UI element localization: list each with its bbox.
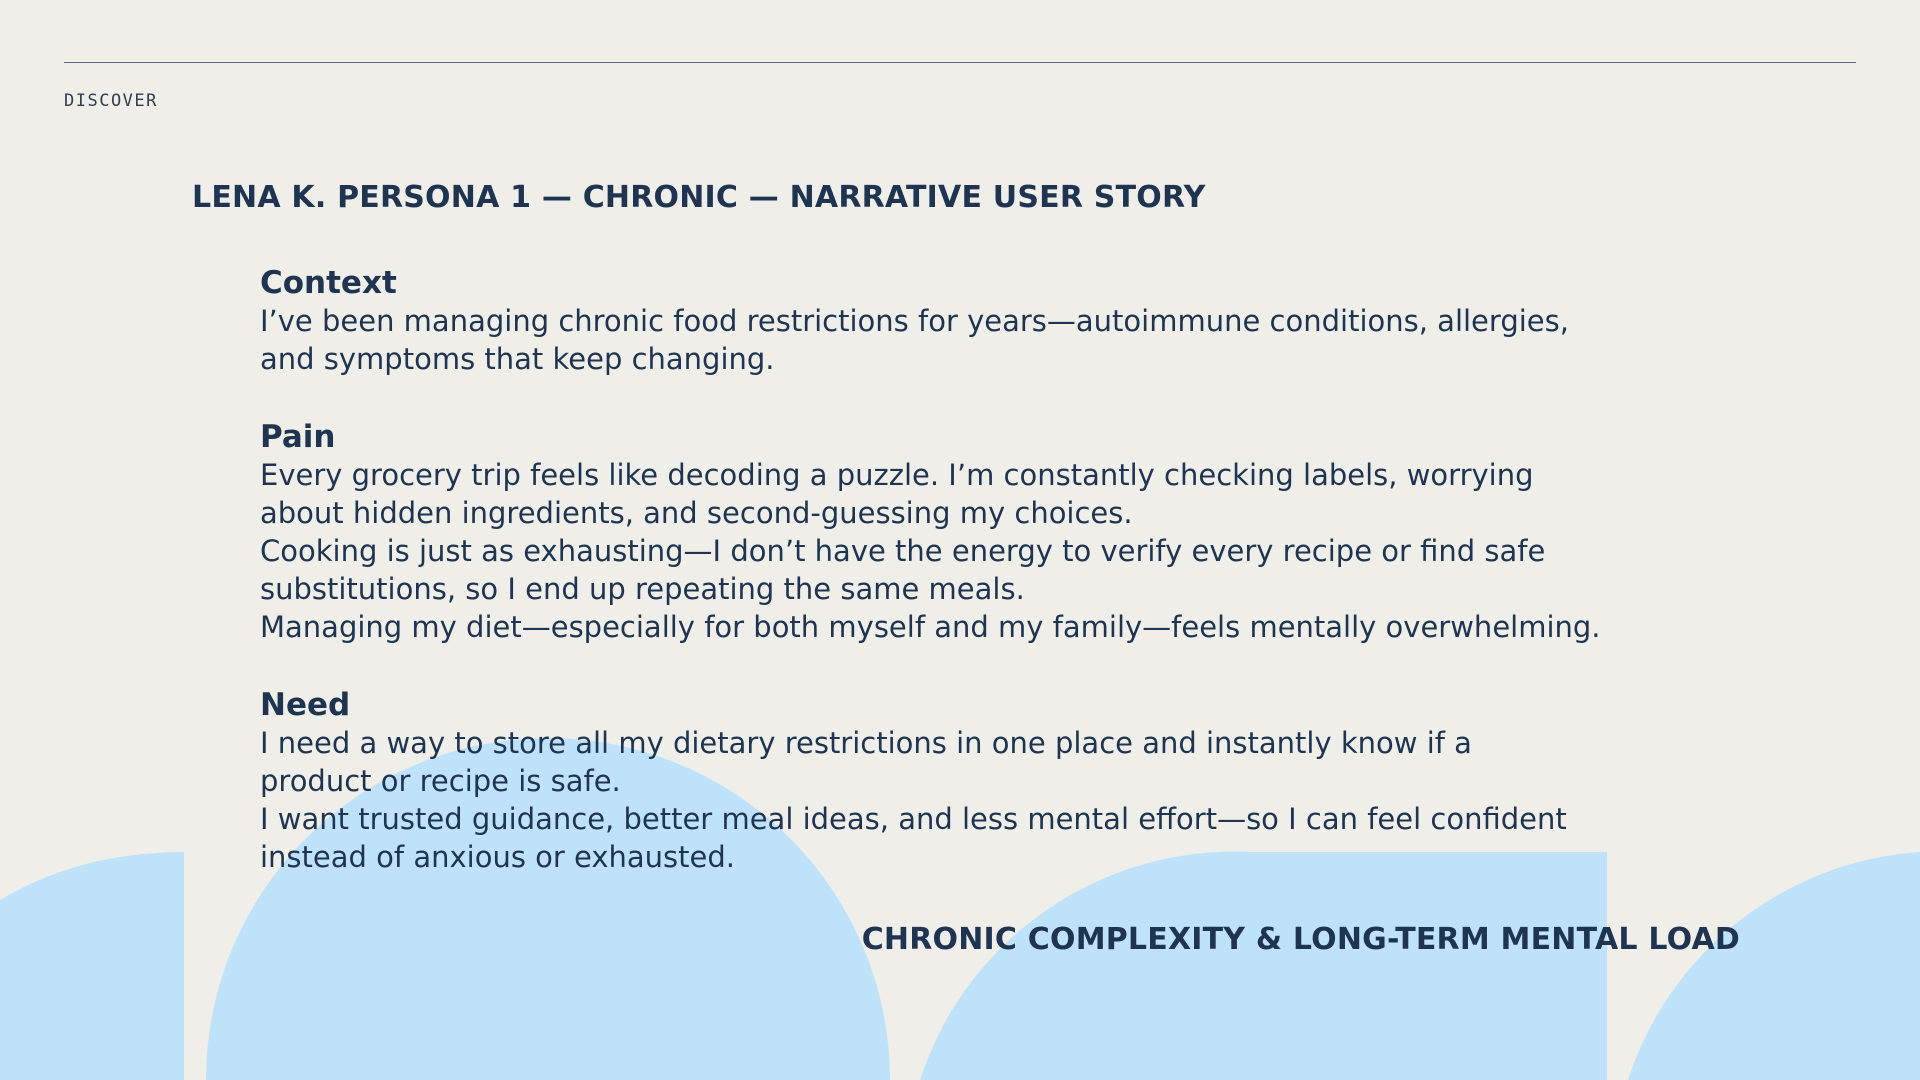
need-text-line: I need a way to store all my dietary restrictions in one place and instantly know if a [260,726,1472,760]
need-section [260,686,1680,876]
need-text-line: product or recipe is safe. [260,764,621,798]
story-body [260,264,1680,916]
pain-text-line: substitutions, so I end up repeating the same meals. [260,572,1025,606]
section-label: DISCOVER [64,91,158,111]
top-divider [64,62,1856,63]
context-text-line: I’ve been managing chronic food restrictions for years—autoimmune conditions, allergies, [260,304,1569,338]
decor-shape-left [0,852,184,1080]
pain-text-line: Managing my diet—especially for both myself and my family—feels mentally overwhelming. [260,610,1601,644]
pain-text-line: about hidden ingredients, and second-guessing my choices. [260,496,1133,530]
pain-text-line: Cooking is just as exhausting—I don’t have the energy to verify every recipe or find safe [260,534,1546,568]
context-heading: Context [260,265,397,301]
pain-section [260,418,1680,646]
context-section [260,264,1680,378]
story-title: LENA K. PERSONA 1 — CHRONIC — NARRATIVE USER STORY [192,180,1206,215]
pain-heading: Pain [260,419,336,455]
need-text-line: I want trusted guidance, better meal ideas, and less mental effort—so I can feel confident [260,802,1567,836]
need-heading: Need [260,687,351,723]
need-text-line: instead of anxious or exhausted. [260,840,736,874]
footer-tagline: CHRONIC COMPLEXITY & LONG-TERM MENTAL LOAD [861,922,1740,957]
context-text-line: and symptoms that keep changing. [260,342,775,376]
pain-text-line: Every grocery trip feels like decoding a puzzle. I’m constantly checking labels, worrying [260,458,1534,492]
